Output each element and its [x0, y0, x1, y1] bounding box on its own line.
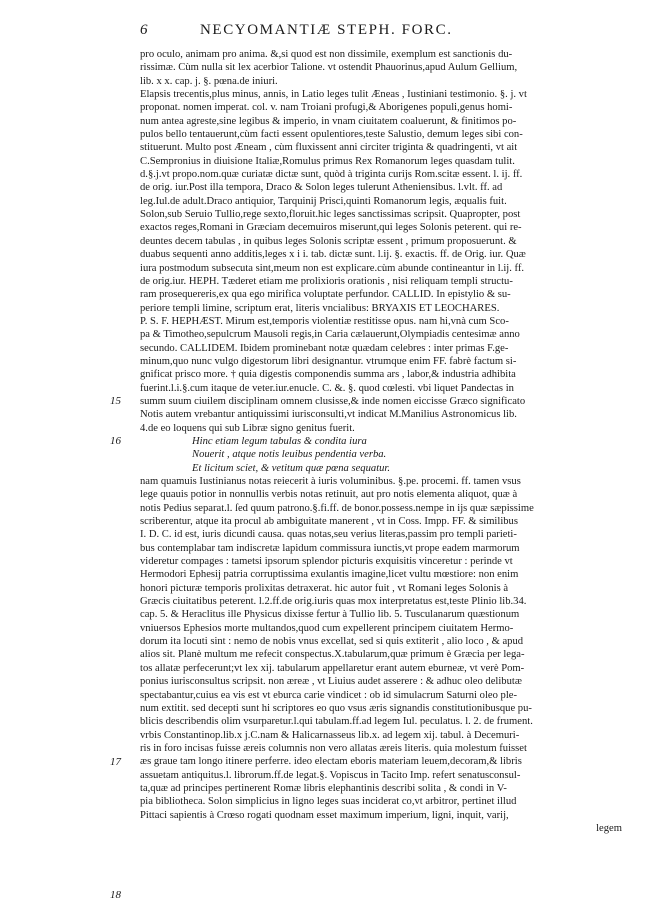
text-line: Solon,sub Seruio Tullio,rege sexto,floruit.hic leges sanctissimas scripsit. Quapropter, post: [140, 209, 521, 221]
verse-line: Nouerit , atque notis leuibus pendentia verba.: [192, 449, 387, 461]
verse-line: Et licitum sciet, & vetitum quæ pœna sequatur.: [192, 462, 391, 474]
text-line: Hermodori Ephesij patria corruptissima exulantis imagine,licet vultu mœstiore: non enim: [140, 569, 519, 581]
text-line: cap. 5. & Heraclitus ille Physicus dixisse fertur à Tullio lib. 5. Tusculanarum quæstionum: [140, 609, 520, 621]
page-header: [126, 22, 646, 44]
text-line: lege quauis potior in nonnullis verbis notas retinuit, aut pro notis elementa aliquot, quæ à: [140, 489, 518, 501]
text-line: bus contemplabar tam indiscretæ lapidum commissura iunctis,vt prope eadem marmorum: [140, 542, 520, 554]
text-line: lib. x x. cap. j. §. pœna.de iniuri.: [140, 75, 278, 87]
text-line: num antea agreste,sine legibus & imperio, in vnam ciuitatem coaluerunt, & finitimos po-: [140, 115, 517, 127]
text-line: alios sit. Planè multum me refecit conspectus.X.tabularum,quæ primum è Græcia per lega-: [140, 649, 525, 661]
text-line: scriberentur, atque ita procul ab ambiguitate manerent , vt in Coss. Impp. FF. & similibus: [140, 516, 518, 528]
text-line: gnificat prisco more. † quia digestis componendis summa ars , labor,& industria adhibita: [140, 369, 516, 381]
text-line: pro oculo, animam pro anima. &,si quod est non dissimile, exemplum est sanctionis du-: [140, 49, 513, 60]
text-line: nam quamuis Iustinianus notas reiecerit à iuris voluminibus. §.pe. procemi. ff. tamen vsus: [140, 476, 521, 487]
text-line: ta,quæ ad principes pertinerent Romæ libris elephantinis describi solita , & condi in V-: [140, 782, 507, 794]
body-text: [140, 48, 630, 835]
text-line: leg.Iul.de adult.Draco antiquior, Tarquinij Prisci,quinti Romanorum legis, æqualis fuit.: [140, 195, 507, 207]
text-line: periore templi limine, scriptum erat, literis vncialibus: BRYAXIS ET LEOCHARES.: [140, 302, 500, 314]
margin-note-number: 17: [110, 755, 121, 768]
text-line: pulos bello tentauerunt,cùm facti essent opulentiores,teste Salustio, demum leges sibi con-: [140, 129, 523, 141]
text-line: proponat. nomen imperat. col. v. nam Troiani profugi,& Aborigenes populi,genus homi-: [140, 102, 513, 114]
text-line: vniuersos Ephesios morte multandos,quod cum expellerent principem ciuitatem Hermo-: [140, 622, 514, 634]
text-line: ponius iurisconsultus scripsit. non æreæ , vt Liuius audet asserere : & adhuc oleo delibutæ: [140, 676, 522, 688]
margin-note-number: 16: [110, 435, 121, 448]
text-line: num extitit. sed decepti sunt hi scriptores eo quo vsus æris signandis constitutionibusque pu-: [140, 702, 532, 714]
text-line: stituerunt. Multo post Æneam , cùm fluxissent anni circiter triginta & quadringenti, vt ait: [140, 142, 518, 154]
text-line: duabus sequenti anno additis,leges x i i. tab. dictæ sunt. l.ij. §. exactis. ff. de Orig. iur. Quæ: [140, 249, 526, 261]
text-line: Notis autem vrebantur antiquissimi iurisconsulti,vt indicat M.Manilius Astronomicus lib.: [140, 409, 517, 421]
text-line: iura postmodum subsecuta sint,meum non est explicare.cùm abunde contineantur in l.ij. ff.: [140, 262, 525, 274]
text-line: Pittaci sapientis à Crœso rogati quodnam esset maximum imperium, ligni, inquit, varij,: [140, 809, 509, 821]
text-line: dorum ita locuti sint : nemo de nobis vnus excellat, sed si quis extiterit , alio loco , & apud: [140, 636, 524, 648]
text-line: honori picturæ temporis prolixitas detraxerat. hic autor fuit , vt Romani leges Solonis à: [140, 582, 509, 594]
text-line: notis Pedius separat.l. ſed quum patrono.§.fi.ff. de bonor.possess.nempe in ijs quæ sæpissime: [140, 502, 534, 514]
text-line: pia bibliotheca. Solon simplicius in ligno leges suas inciderat co,vt arbitror, pertinet illud: [140, 796, 517, 808]
text-line: P. S. F. HEPHÆST. Mirum est,temporis violentiæ restitisse opus. nam hi,vnà cum Sco-: [140, 315, 509, 327]
text-line: assuetam antiquitus.l. librorum.ff.de legat.§. Vopiscus in Tacito Imp. refert senatusconsul-: [140, 769, 521, 781]
text-line: secundo. CALLIDEM. Ibidem prominebant notæ quædam celebres : inter primas F.ge-: [140, 342, 509, 354]
running-head: NECYOMANTIÆ STEPH. FORC.: [200, 22, 453, 38]
text-line: de orig. iur.Post illa tempora, Draco & Solon leges tulerunt Atheniensibus. l.vlt. ff. ad: [140, 182, 503, 194]
margin-note-number: 18: [110, 889, 121, 901]
text-line: minum,quo nunc vulgo digestorum libri designantur. vtrumque enim FF. fabrè factum si-: [140, 355, 517, 367]
text-line: ram prosequereris,ex qua ego mirifica voluptate perfundor. CALLID. In epistylio & su-: [140, 289, 511, 301]
text-line: fuerint.l.i.§.cum itaque de veter.iur.enucle. C. &. §. quod cœlesti. vbi liquet Pandectas in: [140, 382, 514, 394]
margin-note-number: 15: [110, 395, 121, 408]
text-line: summ suum ciuilem disciplinam omnem clusisse,& inde nomen eiccisse Græco significato: [140, 395, 526, 407]
text-line: rissimæ. Cùm nulla sit lex acerbior Talione. vt ostendit Phauorinus,apud Aulum Gellium,: [140, 62, 518, 74]
text-line: vrbis Constantinop.lib.x j.C.nam & Halicarnasseus lib.x. ad legem xij. tabul. à Decemuri-: [140, 729, 520, 741]
text-line: deuntes decem tabulas , in quibus leges Solonis scriptæ essent , primum proposuerunt. &: [140, 235, 517, 247]
text-line: exactos reges,Romani in Græciam decemuiros miserunt,qui leges Solonis peterent. qui re-: [140, 222, 522, 234]
text-line: spectabantur,cuius ea vis est vt eburca carie vindicet : ob id simulacrum Saturni oleo ple-: [140, 689, 518, 701]
text-line: tos allatæ perfecerunt;vt lex xij. tabularum appellaretur erant autem eburneæ, vt verè Pom-: [140, 662, 525, 674]
text-line: blicis describendis olim vsurparetur.l.qui tabulam.ff.ad legem Iul. peculatus. l. 2. de frument.: [140, 716, 533, 728]
text-line: Elapsis trecentis,plus minus, annis, in Latio leges tulit Æneas , Iustiniani testimonio. §. j. vt: [140, 89, 527, 101]
text-line: æs graue tam longo itinere perferre. ideo electam eboris materiam leuem,decoram,& libris: [140, 756, 522, 768]
text-line: pa & Timotheo,sepulcrum Mausoli regis,in Caria cælauerunt,Olympiadis centesimæ anno: [140, 329, 520, 341]
text-line: d.§.j.vt propo.nom.quæ curiatæ dictæ sunt, quòd à triginta curijs Rom.scitæ essent. l. ij. ff.: [140, 169, 523, 181]
text-line: videretur compages : tametsi ipsorum splendor picturis exquisitis vinceretur : perinde vt: [140, 556, 513, 568]
text-line: 4.de eo loquens qui sub Libræ signo genitus fuerit.: [140, 422, 355, 434]
text-line: C.Sempronius in diuisione Italiæ,Romulus primus Rex Romanorum leges quasdam tulit.: [140, 155, 515, 167]
verse-line: Hinc etiam legum tabulas & condita iura: [192, 435, 367, 447]
text-line: de orig.iur. HEPH. Tæderet etiam me prolixioris orationis , nisi reliquam templi structu-: [140, 275, 513, 287]
page-number: 6: [140, 22, 148, 38]
text-line: legem: [596, 822, 622, 834]
text-line: ris in foro incisas fuisse æreis columnis non vero allatas æreis literis. quia molestum fuisset: [140, 742, 527, 754]
text-line: Græcis ciuitatibus peterent. l.2.ff.de orig.iuris quas mox interpretatus est,teste Plinio lib.34.: [140, 596, 527, 608]
text-line: I. D. C. id est, iuris dicundi causa. quas notas,seu verius literas,passim pro templi parieti-: [140, 529, 517, 541]
